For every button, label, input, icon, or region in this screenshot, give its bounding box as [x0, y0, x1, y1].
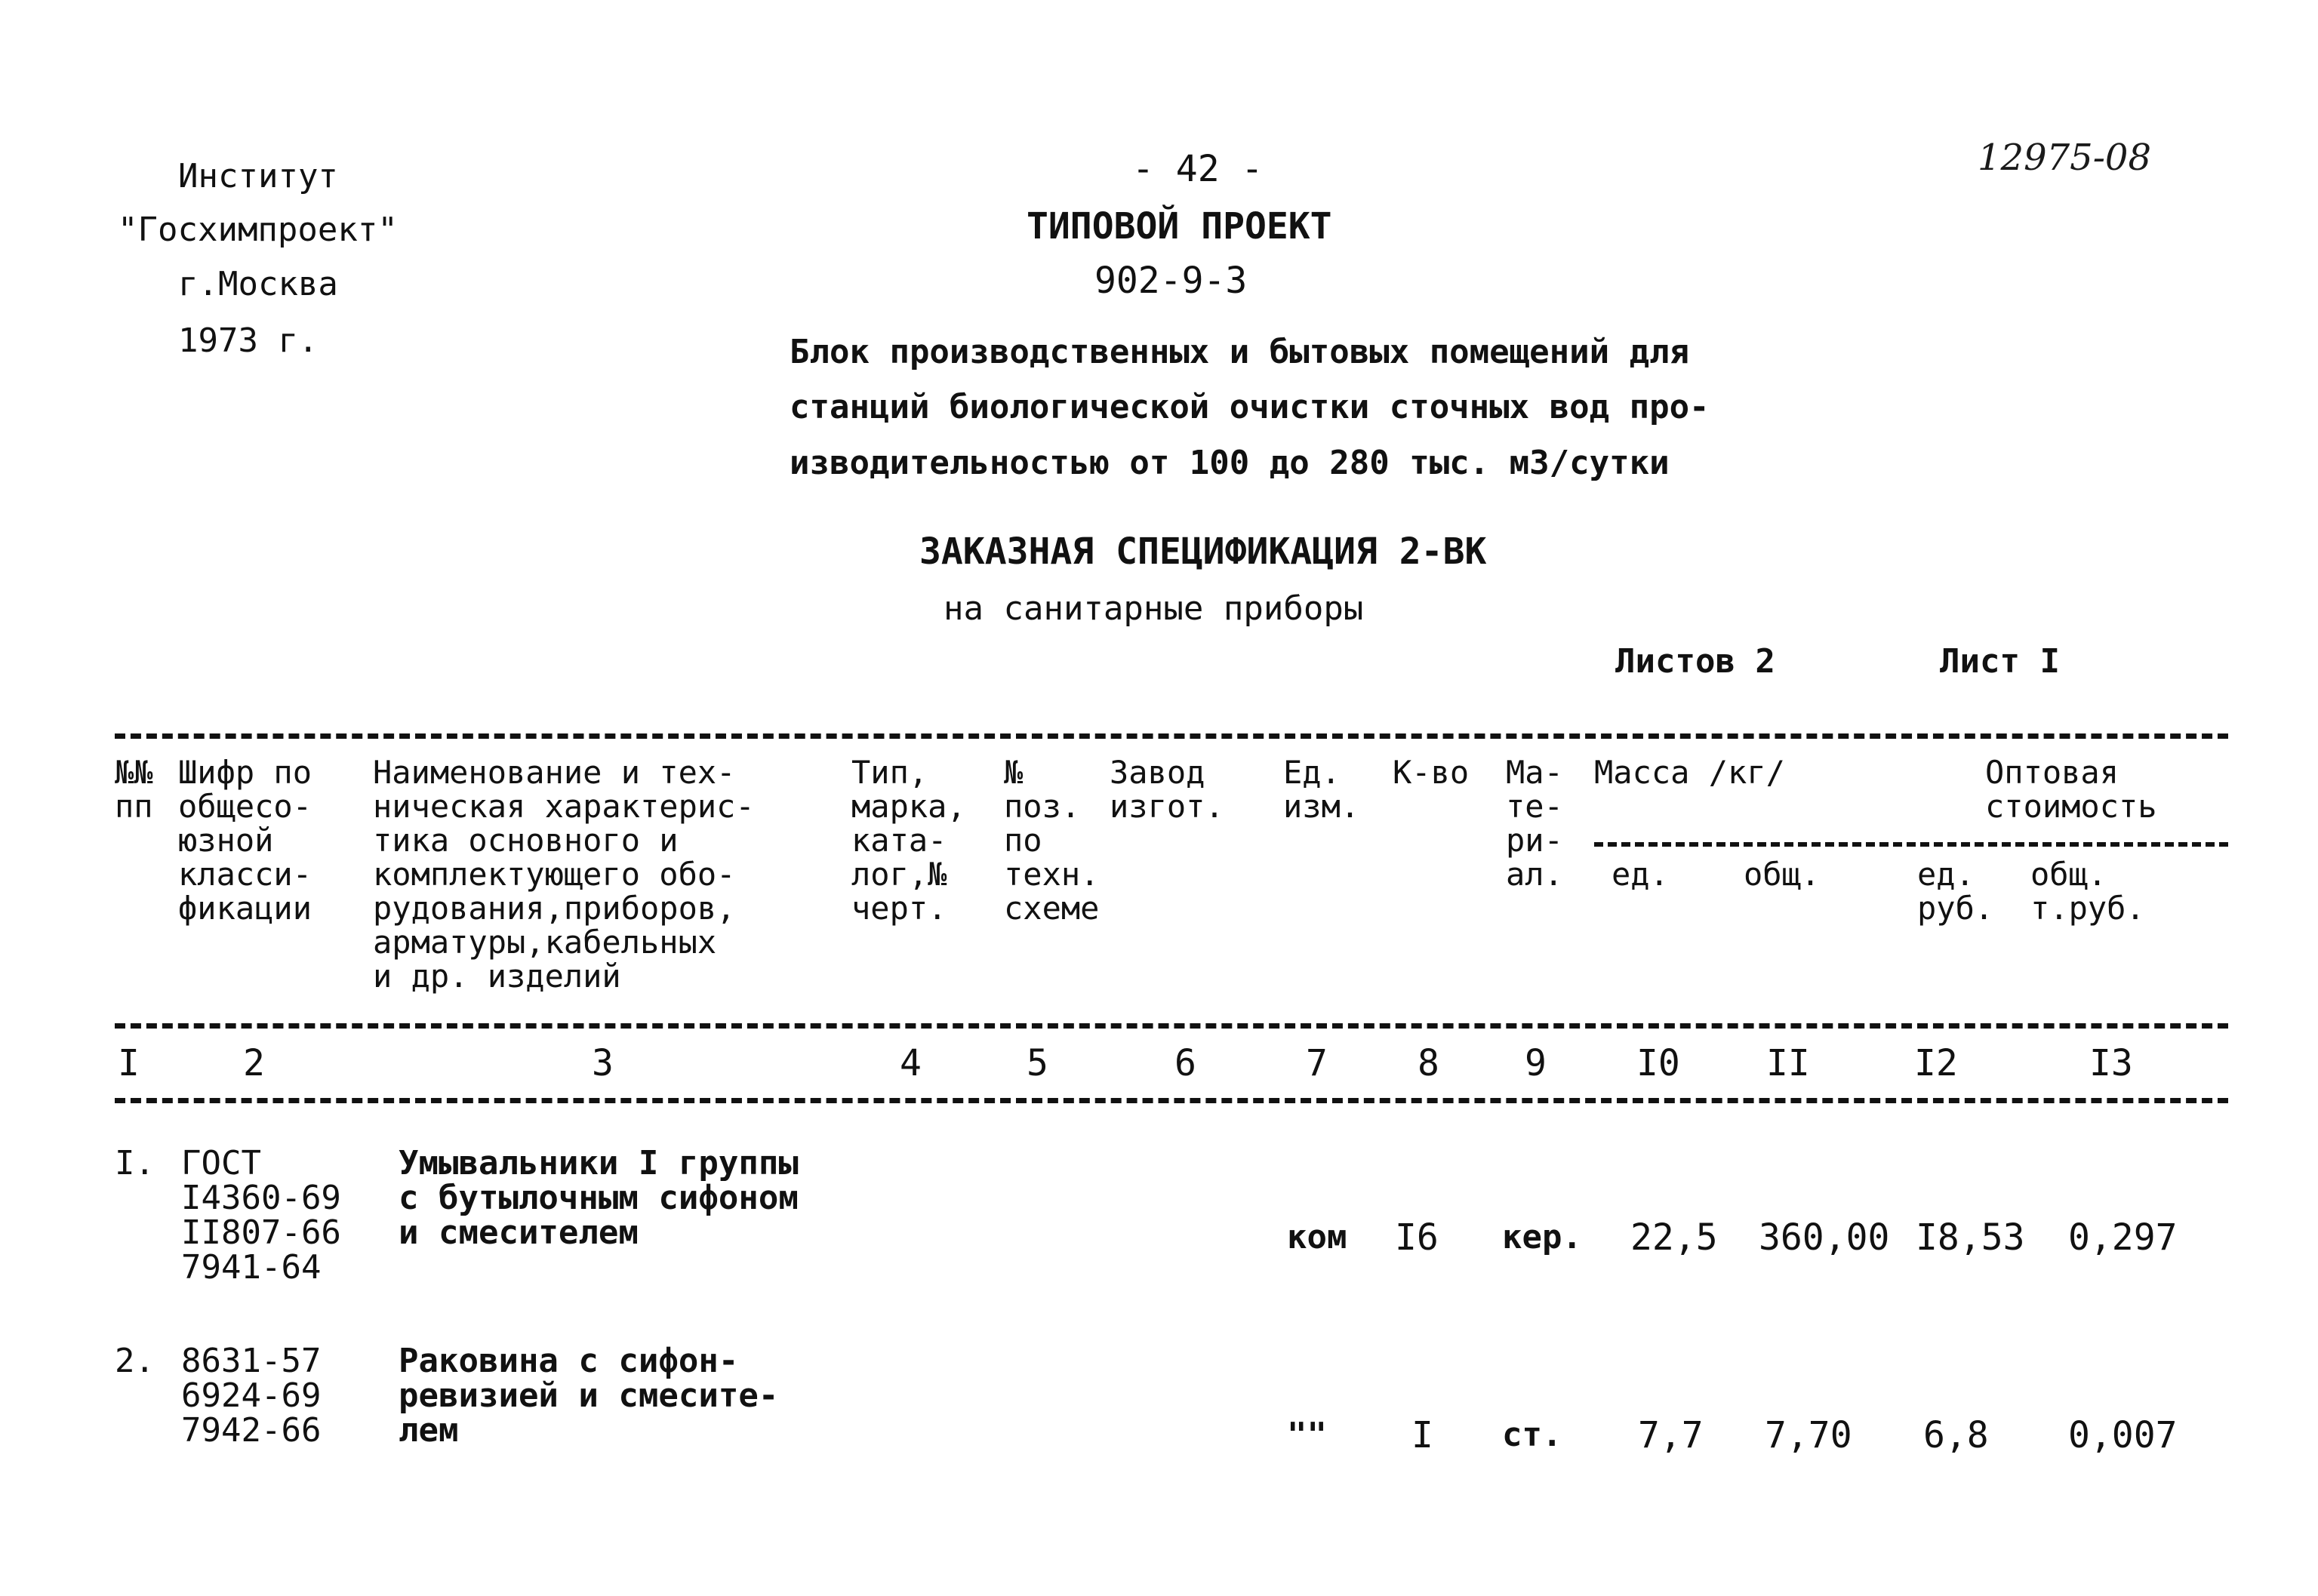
institute-city: г.Москва [178, 265, 338, 303]
table-header-rule [115, 1023, 2228, 1029]
header-cost-total-line2: т.руб. [2030, 890, 2145, 927]
row1-mass-unit: 22,5 [1630, 1216, 1718, 1259]
spec-subtitle: на санитарные приборы [944, 589, 1364, 628]
header-col2-line1: Шифр по [178, 754, 312, 791]
header-col5-line3: по [1004, 822, 1042, 859]
colnum-10: I0 [1636, 1042, 1680, 1084]
header-col5-line4: техн. [1004, 856, 1100, 893]
colnum-1: I [118, 1042, 140, 1084]
header-subrule [1594, 842, 2228, 847]
header-col6-line2: изгот. [1110, 788, 1224, 825]
header-col1-line2: пп [115, 788, 153, 825]
project-title-line3: изводительностью от 100 до 280 тыс. м3/сутки [790, 444, 1670, 482]
row1-qty: I6 [1395, 1216, 1439, 1259]
header-col2-line3: юзной [178, 822, 274, 859]
row1-cost-unit: I8,53 [1916, 1216, 2025, 1259]
header-col3-line2: ническая характерис- [373, 788, 755, 825]
row1-code-line3: II807-66 [181, 1213, 341, 1252]
header-col3-line5: рудования,приборов, [373, 890, 736, 927]
header-mass-unit: ед. [1612, 856, 1669, 893]
header-col4-line4: лог,№ [851, 856, 947, 893]
header-col4-line5: черт. [851, 890, 947, 927]
row1-material: кер. [1502, 1218, 1582, 1256]
row1-code-line1: ГОСТ [181, 1144, 261, 1182]
header-mass-total: общ. [1744, 856, 1821, 893]
header-col7-line2: изм. [1283, 788, 1360, 825]
colnum-6: 6 [1174, 1042, 1196, 1084]
row2-unit: "" [1287, 1416, 1327, 1454]
header-cost-line2: стоимость [1985, 788, 2157, 825]
row1-code-line2: I4360-69 [181, 1179, 341, 1217]
project-title-line2: станций биологической очистки сточных вод про- [790, 388, 1710, 426]
header-col5-line2: поз. [1004, 788, 1081, 825]
header-mass: Масса /кг/ [1594, 754, 1785, 791]
header-col3-line6: арматуры,кабельных [373, 924, 717, 961]
row2-name-line3: лем [399, 1411, 459, 1450]
header-col9-line2: те- [1506, 788, 1563, 825]
project-number: 902-9-3 [1094, 260, 1248, 302]
table-colnum-rule [115, 1098, 2228, 1103]
colnum-11: II [1766, 1042, 1810, 1084]
colnum-13: I3 [2089, 1042, 2133, 1084]
row1-mass-total: 360,00 [1759, 1216, 1890, 1259]
header-col8-line1: К-во [1393, 754, 1470, 791]
colnum-9: 9 [1525, 1042, 1547, 1084]
page-number: - 42 - [1132, 148, 1264, 190]
header-col5-line1: № [1004, 754, 1024, 791]
header-col4-line3: ката- [851, 822, 947, 859]
row1-cost-total: 0,297 [2068, 1216, 2178, 1259]
colnum-12: I2 [1914, 1042, 1958, 1084]
header-col3-line7: и др. изделий [373, 958, 621, 995]
project-title-line1: Блок производственных и бытовых помещений для [790, 333, 1690, 371]
row1-unit: ком [1287, 1218, 1347, 1256]
sheet-current: Лист I [1940, 642, 2060, 681]
row2-code-line1: 8631-57 [181, 1342, 322, 1380]
spec-title: ЗАКАЗНАЯ СПЕЦИФИКАЦИЯ 2-ВК [919, 530, 1487, 573]
header-cost-line1: Оптовая [1985, 754, 2119, 791]
project-type: ТИПОВОЙ ПРОЕКТ [1027, 205, 1332, 248]
header-col1-line1: №№ [115, 754, 153, 791]
institute-year: 1973 г. [178, 321, 319, 360]
header-col4-line1: Тип, [851, 754, 928, 791]
header-col3-line4: комплектующего обо- [373, 856, 736, 893]
colnum-8: 8 [1418, 1042, 1439, 1084]
colnum-2: 2 [243, 1042, 265, 1084]
header-col7-line1: Ед. [1283, 754, 1341, 791]
header-col9-line3: ри- [1506, 822, 1563, 859]
header-col2-line2: общесо- [178, 788, 312, 825]
row2-qty: I [1411, 1414, 1433, 1456]
colnum-4: 4 [900, 1042, 922, 1084]
row1-name-line3: и смесителем [399, 1213, 639, 1252]
row1-name-line1: Умывальники I группы [399, 1144, 799, 1182]
institute-label: Институт [178, 157, 338, 195]
row2-number: 2. [115, 1342, 155, 1380]
header-col6-line1: Завод [1110, 754, 1205, 791]
row2-code-line3: 7942-66 [181, 1411, 322, 1450]
header-col2-line5: фикации [178, 890, 312, 927]
colnum-7: 7 [1306, 1042, 1328, 1084]
colnum-3: 3 [592, 1042, 614, 1084]
row2-code-line2: 6924-69 [181, 1376, 322, 1415]
header-col3-line1: Наименование и тех- [373, 754, 736, 791]
row2-cost-total: 0,007 [2068, 1414, 2178, 1456]
row2-name-line2: ревизией и смесите- [399, 1376, 779, 1415]
header-cost-unit-line2: руб. [1917, 890, 1994, 927]
colnum-5: 5 [1027, 1042, 1048, 1084]
header-col9-line1: Ма- [1506, 754, 1563, 791]
header-col5-line5: схеме [1004, 890, 1100, 927]
header-cost-total-line1: общ. [2030, 856, 2107, 893]
institute-name: "Госхимпроект" [118, 211, 398, 249]
row2-name-line1: Раковина с сифон- [399, 1342, 739, 1380]
row1-code-line4: 7941-64 [181, 1248, 322, 1287]
sheets-total: Листов 2 [1615, 642, 1775, 681]
header-col3-line3: тика основного и [373, 822, 679, 859]
row2-mass-unit: 7,7 [1638, 1414, 1704, 1456]
header-col9-line4: ал. [1506, 856, 1563, 893]
row1-name-line2: с бутылочным сифоном [399, 1179, 799, 1217]
row2-mass-total: 7,70 [1765, 1414, 1852, 1456]
header-col2-line4: класси- [178, 856, 312, 893]
row1-number: I. [115, 1144, 155, 1182]
row2-material: ст. [1502, 1416, 1562, 1454]
header-cost-unit-line1: ед. [1917, 856, 1975, 893]
table-top-rule [115, 733, 2228, 739]
header-col4-line2: марка, [851, 788, 966, 825]
row2-cost-unit: 6,8 [1923, 1414, 1989, 1456]
document-code: 12975-08 [1978, 137, 2151, 179]
